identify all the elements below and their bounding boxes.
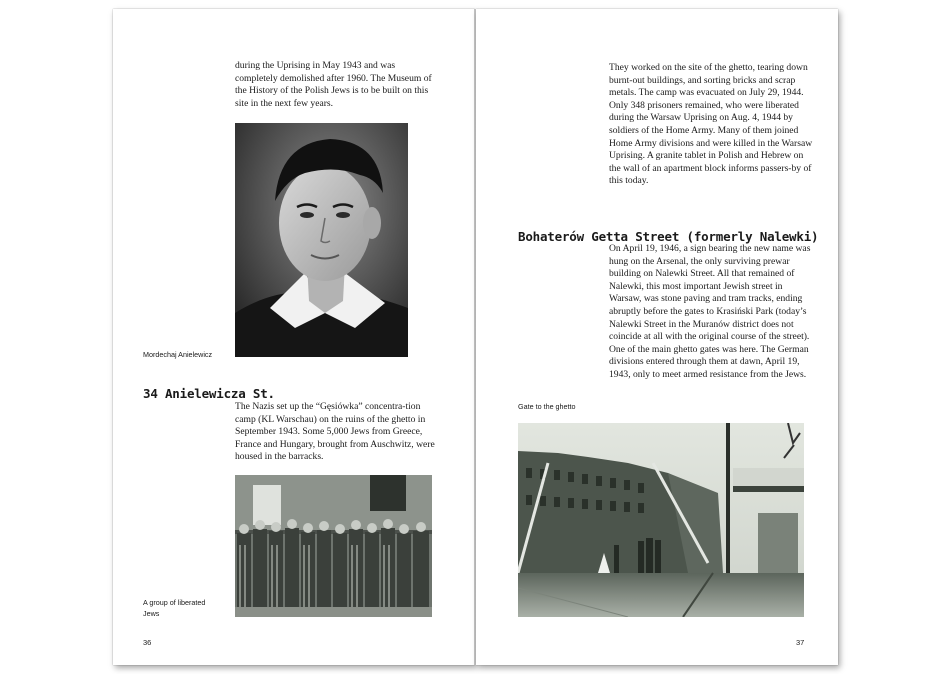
left-section-paragraph: The Nazis set up the “Gęsiówka” concentra-tion camp (KL Warschau) on the ruins of the ghetto in September 1943. Some 5,000 Jews from Greece, France and Hungary, brought from Auschwitz, were housed in the barracks. — [235, 401, 435, 463]
right-page-number: 37 — [796, 638, 805, 647]
portrait-caption: Mordechaj Anielewicz — [143, 350, 213, 359]
group-photo — [235, 475, 432, 617]
right-intro-paragraph: They worked on the site of the ghetto, tearing down burnt-out buildings, and sorting bricks and scrap metals. The camp was evacuated on July 29, 1944. Only 348 prisoners remained, who were liberated during the Warsaw Uprising on Aug. 4, 1944 by soldiers of the Home Army. Many of them joined Home Army divisions and were killed in the Warsaw Uprising. A granite tablet in Polish and Hebrew on the wall of an apartment block informs passers-by of this today. — [609, 62, 813, 187]
left-intro-paragraph: during the Uprising in May 1943 and was completely demolished after 1960. The Museum of the History of the Polish Jews is to be built on this site in the next few years. — [235, 60, 432, 109]
left-page-number: 36 — [143, 638, 152, 647]
right-section-paragraph: On April 19, 1946, a sign bearing the new name was hung on the Arsenal, the only surviving prewar building on Nalewki Street. All that remained of Nalewki, this most important Jewish street in Warsaw, was stone paving and tram tracks, ending abruptly before the gates to Krasiński Park (today’s Nalewki Street in the Muranów district does not coincide at all with the original course of the street). One of the main ghetto gates was here. The German divisions entered through them at dawn, April 19, 1943, only to meet armed resistance from the Jews. — [609, 243, 811, 380]
group-image — [235, 475, 432, 617]
right-page — [476, 9, 838, 665]
left-page — [113, 9, 475, 665]
right-section-heading: Bohaterów Getta Street (formerly Nalewki) — [518, 229, 819, 244]
street-photo — [518, 423, 804, 617]
portrait-image — [235, 123, 408, 357]
street-caption: Gate to the ghetto — [518, 402, 576, 411]
left-section-heading: 34 Anielewicza St. — [143, 386, 275, 401]
portrait-photo — [235, 123, 408, 357]
street-image — [518, 423, 804, 617]
group-caption: A group of liberated Jews — [143, 598, 206, 618]
